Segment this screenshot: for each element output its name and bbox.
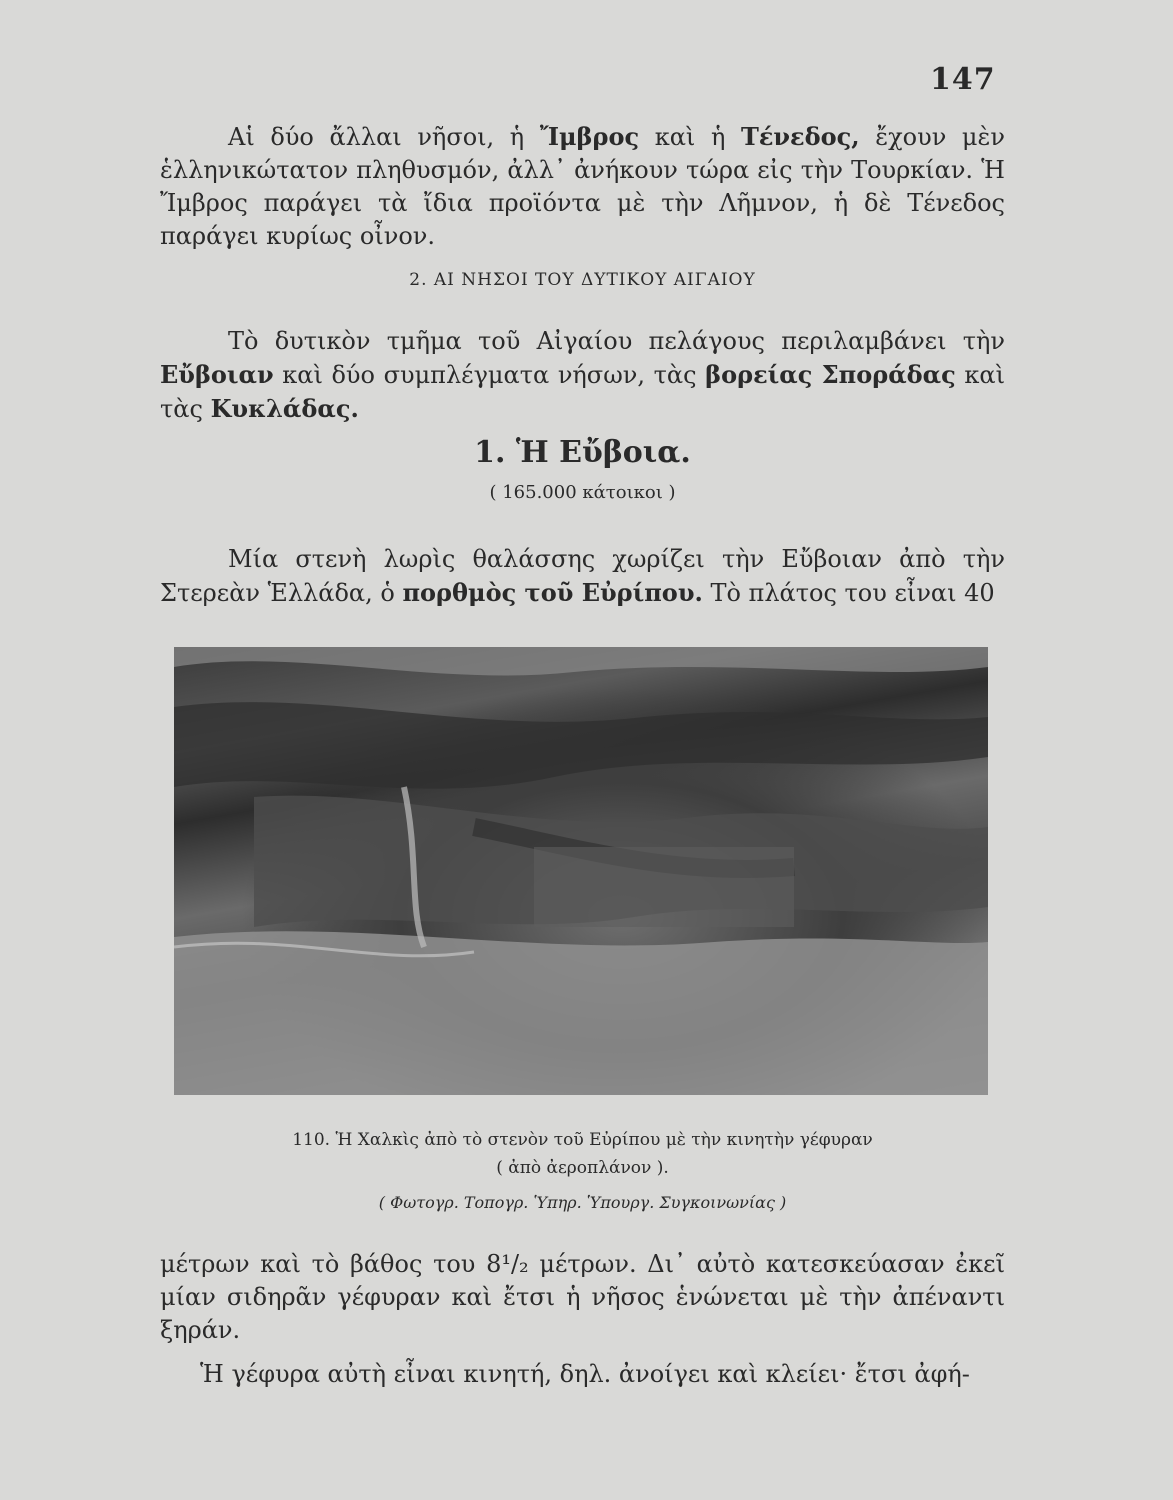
population-note: ( 165.000 κάτοικοι ) bbox=[489, 482, 676, 503]
bold-term: Κυκλάδας. bbox=[210, 394, 359, 423]
paragraph-moving-bridge: Ἡ γέφυρα αὐτὴ εἶναι κινητή, δηλ. ἀνοίγει καὶ κλείει· ἔτσι ἀφή- bbox=[200, 1360, 970, 1388]
paragraph-text: καὶ δύο συμπλέγματα νήσων, τὰς bbox=[273, 361, 706, 389]
paragraph-text: Αἱ δύο ἄλλαι νῆσοι, ἡ bbox=[228, 123, 540, 151]
photo-illustration bbox=[174, 647, 988, 1095]
figure-caption-line2: ( ἀπὸ ἀεροπλάνον ). bbox=[496, 1158, 669, 1178]
paragraph-bridge: μέτρων καὶ τὸ βάθος του 8¹/₂ μέτρων. Δι᾽ αὐτὸ κατεσκεύασαν ἐκεῖ μίαν σιδηρᾶν γέφυραν καὶ ἔτσι ἡ νῆσος ἑνώνεται μὲ τὴν ἀπέναντι ξηράν. bbox=[160, 1250, 1005, 1344]
bold-term: Ἴμβρος bbox=[539, 122, 640, 151]
chapter-title: 1. Ἡ Εὔβοια. bbox=[474, 435, 691, 470]
bold-term: πορθμὸς τοῦ Εὐρίπου. bbox=[402, 578, 703, 607]
aerial-photo-chalkis bbox=[174, 647, 988, 1095]
paragraph-imbros-tenedos bbox=[160, 120, 1005, 253]
bold-term: Εὔβοιαν bbox=[160, 360, 274, 389]
paragraph-text: καὶ ἡ bbox=[639, 123, 741, 151]
paragraph-text: ἔχουν μὲν ἑλληνικώτατον πληθυσμόν, ἀλλ᾽ ἀνήκουν τώρα εἰς τὴν Τουρκίαν. Ἡ Ἴμβρος παράγει τὰ ἴδια προϊόντα μὲ τὴν Λῆμνον, ἡ δὲ Τένεδος παράγει κυρίως οἶνον. bbox=[160, 123, 1006, 250]
page-number: 147 bbox=[930, 62, 996, 97]
figure-caption: 110. Ἡ Χαλκὶς ἀπὸ τὸ στενὸν τοῦ Εὐρίπου μὲ τὴν κινητὴν γέφυραν bbox=[292, 1130, 873, 1150]
bold-term: βορείας Σποράδας bbox=[705, 360, 956, 389]
paragraph-euripus bbox=[160, 543, 1005, 610]
section-heading: 2. ΑΙ ΝΗΣΟΙ ΤΟΥ ΔΥΤΙΚΟΥ ΑΙΓΑΙΟΥ bbox=[409, 270, 756, 290]
paragraph-text: Τὸ πλάτος του εἶναι 40 bbox=[702, 579, 995, 607]
paragraph-text: Τὸ δυτικὸν τμῆμα τοῦ Αἰγαίου πελάγους περιλαμβάνει τὴν bbox=[228, 327, 1005, 355]
bold-term: Τένεδος, bbox=[740, 122, 860, 151]
photo-credit: ( Φωτογρ. Τοπογρ. Ὑπηρ. Ὑπουργ. Συγκοινωνίας ) bbox=[378, 1193, 787, 1212]
paragraph-text: Μία στενὴ λωρὶς θαλάσσης χωρίζει τὴν Εὔβοιαν ἀπὸ τὴν Στερεὰν Ἑλλάδα, ὁ bbox=[160, 545, 1005, 607]
paragraph-west-aegean bbox=[160, 325, 1005, 426]
paragraph-text: καὶ τὰς bbox=[160, 361, 1006, 423]
